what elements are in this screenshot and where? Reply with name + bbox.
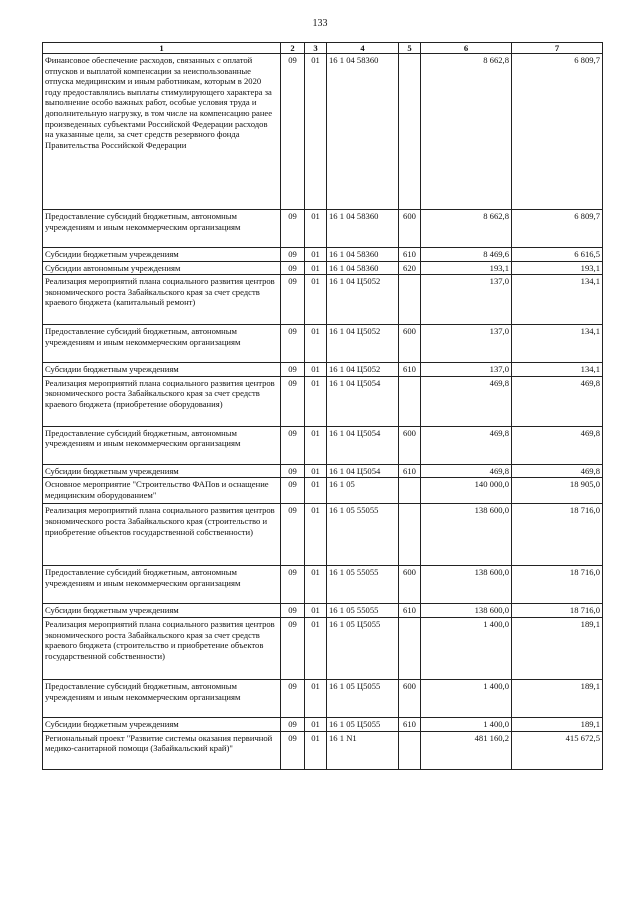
row-target-code: 16 1 04 Ц5052 xyxy=(327,325,399,363)
table-row xyxy=(43,717,603,731)
row-name: Предоставление субсидий бюджетным, автономным учреждениям и иным некоммерческим организациям xyxy=(43,210,281,248)
row-subsection: 01 xyxy=(305,248,327,262)
row-subsection: 01 xyxy=(305,566,327,604)
row-subsection: 01 xyxy=(305,504,327,566)
row-section: 09 xyxy=(281,731,305,769)
row-subsection: 01 xyxy=(305,426,327,464)
row-name: Субсидии бюджетным учреждениям xyxy=(43,717,281,731)
row-name: Субсидии автономным учреждениям xyxy=(43,261,281,275)
row-amount-plan: 1 400,0 xyxy=(421,717,512,731)
row-subsection: 01 xyxy=(305,325,327,363)
row-section: 09 xyxy=(281,376,305,426)
table-row xyxy=(43,248,603,262)
row-subsection: 01 xyxy=(305,717,327,731)
row-subsection: 01 xyxy=(305,261,327,275)
row-amount-actual: 18 716,0 xyxy=(512,504,603,566)
row-amount-plan: 469,8 xyxy=(421,464,512,478)
header-col-1: 1 xyxy=(43,43,281,54)
row-target-code: 16 1 04 Ц5052 xyxy=(327,275,399,325)
row-section: 09 xyxy=(281,679,305,717)
row-expense-type: 600 xyxy=(399,566,421,604)
row-amount-actual: 6 809,7 xyxy=(512,210,603,248)
row-subsection: 01 xyxy=(305,54,327,210)
row-target-code: 16 1 04 Ц5054 xyxy=(327,376,399,426)
row-amount-plan: 138 600,0 xyxy=(421,566,512,604)
row-target-code: 16 1 04 Ц5054 xyxy=(327,426,399,464)
row-subsection: 01 xyxy=(305,464,327,478)
row-amount-plan: 138 600,0 xyxy=(421,504,512,566)
row-amount-actual: 469,8 xyxy=(512,464,603,478)
row-section: 09 xyxy=(281,261,305,275)
row-amount-plan: 138 600,0 xyxy=(421,604,512,618)
row-name: Основное мероприятие "Строительство ФАПов и оснащение медицинским оборудованием" xyxy=(43,478,281,504)
budget-table xyxy=(42,42,603,770)
row-name: Реализация мероприятий плана социального развития центров экономического роста Забайкальского края за счет средств краевого бюджета (капитальный ремонт) xyxy=(43,275,281,325)
row-amount-plan: 8 662,8 xyxy=(421,54,512,210)
row-subsection: 01 xyxy=(305,679,327,717)
row-name: Реализация мероприятий плана социального развития центров экономического роста Забайкальского края за счет средств краевого бюджета (строительство и приобретение объектов государственной собственности) xyxy=(43,617,281,679)
row-target-code: 16 1 04 58360 xyxy=(327,248,399,262)
row-amount-actual: 189,1 xyxy=(512,717,603,731)
row-expense-type: 600 xyxy=(399,426,421,464)
page-number: 133 xyxy=(312,18,328,29)
row-amount-actual: 469,8 xyxy=(512,376,603,426)
header-col-7: 7 xyxy=(512,43,603,54)
row-target-code: 16 1 04 58360 xyxy=(327,210,399,248)
header-col-3: 3 xyxy=(305,43,327,54)
row-amount-actual: 6 616,5 xyxy=(512,248,603,262)
row-section: 09 xyxy=(281,275,305,325)
row-amount-plan: 137,0 xyxy=(421,275,512,325)
table-row xyxy=(43,363,603,377)
row-subsection: 01 xyxy=(305,363,327,377)
row-amount-actual: 469,8 xyxy=(512,426,603,464)
table-row xyxy=(43,478,603,504)
row-amount-actual: 6 809,7 xyxy=(512,54,603,210)
row-target-code: 16 1 04 Ц5052 xyxy=(327,363,399,377)
row-section: 09 xyxy=(281,566,305,604)
row-expense-type: 610 xyxy=(399,464,421,478)
row-amount-plan: 481 160,2 xyxy=(421,731,512,769)
row-amount-actual: 18 905,0 xyxy=(512,478,603,504)
table-row xyxy=(43,464,603,478)
row-subsection: 01 xyxy=(305,617,327,679)
table-header-row xyxy=(43,43,603,54)
table-row xyxy=(43,566,603,604)
table-row xyxy=(43,504,603,566)
row-target-code: 16 1 05 Ц5055 xyxy=(327,679,399,717)
row-amount-plan: 193,1 xyxy=(421,261,512,275)
row-amount-actual: 18 716,0 xyxy=(512,566,603,604)
row-expense-type: 610 xyxy=(399,717,421,731)
row-target-code: 16 1 05 Ц5055 xyxy=(327,717,399,731)
row-section: 09 xyxy=(281,504,305,566)
row-subsection: 01 xyxy=(305,478,327,504)
table-row xyxy=(43,261,603,275)
row-target-code: 16 1 05 55055 xyxy=(327,604,399,618)
row-target-code: 16 1 05 Ц5055 xyxy=(327,617,399,679)
row-section: 09 xyxy=(281,478,305,504)
header-col-6: 6 xyxy=(421,43,512,54)
row-expense-type xyxy=(399,478,421,504)
row-target-code: 16 1 05 xyxy=(327,478,399,504)
row-name: Субсидии бюджетным учреждениям xyxy=(43,248,281,262)
row-section: 09 xyxy=(281,54,305,210)
row-name: Предоставление субсидий бюджетным, автономным учреждениям и иным некоммерческим организациям xyxy=(43,679,281,717)
row-name: Предоставление субсидий бюджетным, автономным учреждениям и иным некоммерческим организациям xyxy=(43,566,281,604)
row-amount-plan: 1 400,0 xyxy=(421,679,512,717)
row-expense-type xyxy=(399,376,421,426)
row-expense-type: 620 xyxy=(399,261,421,275)
row-name: Региональный проект "Развитие системы оказания первичной медико-санитарной помощи (Забайкальский край)" xyxy=(43,731,281,769)
header-col-2: 2 xyxy=(281,43,305,54)
row-target-code: 16 1 04 58360 xyxy=(327,54,399,210)
row-target-code: 16 1 05 55055 xyxy=(327,504,399,566)
table-row xyxy=(43,275,603,325)
header-col-5: 5 xyxy=(399,43,421,54)
row-name: Субсидии бюджетным учреждениям xyxy=(43,604,281,618)
row-subsection: 01 xyxy=(305,731,327,769)
row-target-code: 16 1 05 55055 xyxy=(327,566,399,604)
row-target-code: 16 1 04 58360 xyxy=(327,261,399,275)
row-amount-plan: 8 662,8 xyxy=(421,210,512,248)
row-subsection: 01 xyxy=(305,275,327,325)
row-section: 09 xyxy=(281,210,305,248)
row-section: 09 xyxy=(281,325,305,363)
row-amount-actual: 189,1 xyxy=(512,679,603,717)
row-subsection: 01 xyxy=(305,210,327,248)
row-expense-type: 610 xyxy=(399,363,421,377)
row-expense-type xyxy=(399,54,421,210)
table-row xyxy=(43,54,603,210)
row-amount-actual: 193,1 xyxy=(512,261,603,275)
row-expense-type: 610 xyxy=(399,604,421,618)
row-name: Реализация мероприятий плана социального развития центров экономического роста Забайкальского края за счет средств краевого бюджета (приобретение оборудования) xyxy=(43,376,281,426)
table-row xyxy=(43,604,603,618)
row-amount-actual: 134,1 xyxy=(512,363,603,377)
row-expense-type xyxy=(399,275,421,325)
row-amount-plan: 8 469,6 xyxy=(421,248,512,262)
row-amount-actual: 134,1 xyxy=(512,275,603,325)
row-amount-plan: 137,0 xyxy=(421,325,512,363)
table-row xyxy=(43,325,603,363)
row-amount-actual: 134,1 xyxy=(512,325,603,363)
row-subsection: 01 xyxy=(305,376,327,426)
row-expense-type: 600 xyxy=(399,325,421,363)
row-name: Субсидии бюджетным учреждениям xyxy=(43,363,281,377)
table-row xyxy=(43,617,603,679)
row-section: 09 xyxy=(281,248,305,262)
row-target-code: 16 1 04 Ц5054 xyxy=(327,464,399,478)
row-expense-type: 600 xyxy=(399,210,421,248)
row-expense-type: 600 xyxy=(399,679,421,717)
row-section: 09 xyxy=(281,464,305,478)
row-subsection: 01 xyxy=(305,604,327,618)
row-section: 09 xyxy=(281,717,305,731)
header-col-4: 4 xyxy=(327,43,399,54)
row-name: Предоставление субсидий бюджетным, автономным учреждениям и иным некоммерческим организациям xyxy=(43,325,281,363)
row-amount-plan: 469,8 xyxy=(421,426,512,464)
row-section: 09 xyxy=(281,604,305,618)
row-amount-actual: 189,1 xyxy=(512,617,603,679)
table-row xyxy=(43,376,603,426)
table-row xyxy=(43,426,603,464)
row-section: 09 xyxy=(281,363,305,377)
row-name: Финансовое обеспечение расходов, связанных с оплатой отпусков и выплатой компенсации за неиспользованные отпуска медицинским и иным работникам, которым в 2020 году предоставлялись выплаты стимулирующего характера за выполнение особо важных работ, особые условия труда и дополнительную нагрузку, в том числе на компенсацию ранее произведенных субъектами Российской Федерации расходов на указанные цели, за счет средств резервного фонда Правительства Российской Федерации xyxy=(43,54,281,210)
row-name: Субсидии бюджетным учреждениям xyxy=(43,464,281,478)
table-row xyxy=(43,679,603,717)
row-amount-plan: 469,8 xyxy=(421,376,512,426)
table-row xyxy=(43,210,603,248)
row-amount-plan: 1 400,0 xyxy=(421,617,512,679)
row-amount-plan: 137,0 xyxy=(421,363,512,377)
row-section: 09 xyxy=(281,426,305,464)
row-amount-actual: 415 672,5 xyxy=(512,731,603,769)
table-row xyxy=(43,731,603,769)
row-target-code: 16 1 N1 xyxy=(327,731,399,769)
row-amount-plan: 140 000,0 xyxy=(421,478,512,504)
row-expense-type: 610 xyxy=(399,248,421,262)
row-expense-type xyxy=(399,731,421,769)
row-name: Предоставление субсидий бюджетным, автономным учреждениям и иным некоммерческим организациям xyxy=(43,426,281,464)
row-expense-type xyxy=(399,504,421,566)
row-section: 09 xyxy=(281,617,305,679)
row-amount-actual: 18 716,0 xyxy=(512,604,603,618)
row-name: Реализация мероприятий плана социального развития центров экономического роста Забайкальского края (строительство и приобретение объектов государственной собственности) xyxy=(43,504,281,566)
row-expense-type xyxy=(399,617,421,679)
